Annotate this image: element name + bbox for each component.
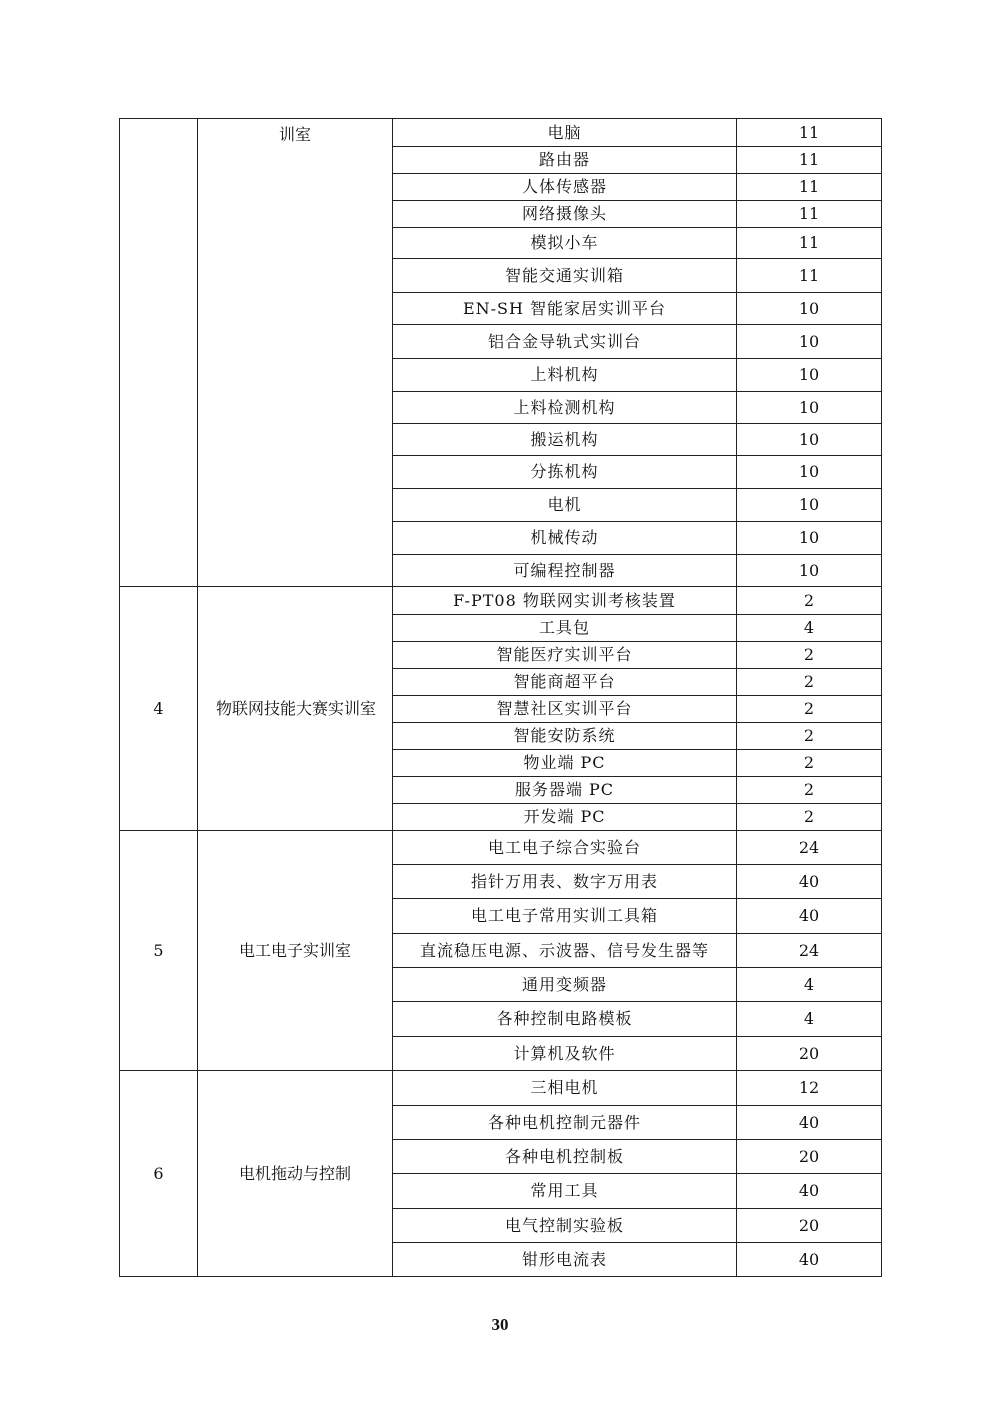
quantity-cell: 40 [737,1174,882,1209]
room-name-cell: 电机拖动与控制 [198,1071,393,1277]
equipment-name-cell: 电气控制实验板 [393,1209,737,1243]
quantity-cell: 10 [737,325,882,359]
equipment-name-cell: 电机 [393,489,737,522]
quantity-cell: 11 [737,201,882,228]
equipment-name-cell: 智能交通实训箱 [393,259,737,293]
equipment-name-cell: 各种控制电路模板 [393,1002,737,1037]
quantity-cell: 20 [737,1037,882,1071]
equipment-name-cell: 智能医疗实训平台 [393,642,737,669]
equipment-name-cell: 钳形电流表 [393,1243,737,1277]
equipment-name-cell: 人体传感器 [393,174,737,201]
table-row [120,587,882,615]
equipment-name-cell: 常用工具 [393,1174,737,1209]
equipment-name-cell: F-PT08 物联网实训考核装置 [393,587,737,615]
quantity-cell: 10 [737,424,882,456]
equipment-name-cell: 上料机构 [393,359,737,392]
equipment-name-cell: 智能安防系统 [393,723,737,750]
equipment-name-cell: 各种电机控制元器件 [393,1106,737,1140]
room-name-cell: 物联网技能大赛实训室 [198,587,393,831]
quantity-cell: 10 [737,359,882,392]
quantity-cell: 11 [737,119,882,147]
equipment-name-cell: 可编程控制器 [393,555,737,587]
table-row [120,831,882,865]
equipment-name-cell: 智慧社区实训平台 [393,696,737,723]
equipment-table-body [120,119,882,1277]
quantity-cell: 2 [737,804,882,831]
quantity-cell: 11 [737,228,882,259]
equipment-name-cell: 分拣机构 [393,456,737,489]
quantity-cell: 40 [737,899,882,934]
quantity-cell: 24 [737,934,882,968]
table-row [120,1071,882,1106]
quantity-cell: 4 [737,968,882,1002]
equipment-table [119,118,882,1277]
equipment-name-cell: 路由器 [393,147,737,174]
quantity-cell: 2 [737,642,882,669]
equipment-name-cell: 计算机及软件 [393,1037,737,1071]
table-row [120,119,882,147]
group-number-cell: 5 [120,831,198,1071]
equipment-name-cell: 电工电子综合实验台 [393,831,737,865]
quantity-cell: 2 [737,777,882,804]
quantity-cell: 11 [737,147,882,174]
quantity-cell: 10 [737,293,882,325]
equipment-name-cell: 铝合金导轨式实训台 [393,325,737,359]
quantity-cell: 40 [737,865,882,899]
equipment-name-cell: 电工电子常用实训工具箱 [393,899,737,934]
quantity-cell: 2 [737,669,882,696]
quantity-cell: 10 [737,489,882,522]
equipment-name-cell: 网络摄像头 [393,201,737,228]
equipment-name-cell: 开发端 PC [393,804,737,831]
quantity-cell: 11 [737,174,882,201]
equipment-name-cell: 通用变频器 [393,968,737,1002]
equipment-name-cell: EN-SH 智能家居实训平台 [393,293,737,325]
room-name-cell: 训室 [198,119,393,587]
quantity-cell: 4 [737,1002,882,1037]
quantity-cell: 4 [737,615,882,642]
equipment-name-cell: 服务器端 PC [393,777,737,804]
equipment-name-cell: 搬运机构 [393,424,737,456]
quantity-cell: 2 [737,696,882,723]
quantity-cell: 10 [737,456,882,489]
quantity-cell: 2 [737,587,882,615]
room-name-cell: 电工电子实训室 [198,831,393,1071]
equipment-name-cell: 物业端 PC [393,750,737,777]
quantity-cell: 10 [737,522,882,555]
quantity-cell: 40 [737,1106,882,1140]
equipment-name-cell: 指针万用表、数字万用表 [393,865,737,899]
quantity-cell: 10 [737,555,882,587]
equipment-name-cell: 直流稳压电源、示波器、信号发生器等 [393,934,737,968]
quantity-cell: 24 [737,831,882,865]
group-number-cell [120,119,198,587]
equipment-name-cell: 三相电机 [393,1071,737,1106]
equipment-name-cell: 工具包 [393,615,737,642]
page-number: 30 [491,1315,509,1334]
quantity-cell: 40 [737,1243,882,1277]
quantity-cell: 20 [737,1140,882,1174]
group-number-cell: 4 [120,587,198,831]
quantity-cell: 2 [737,750,882,777]
quantity-cell: 20 [737,1209,882,1243]
quantity-cell: 11 [737,259,882,293]
equipment-name-cell: 各种电机控制板 [393,1140,737,1174]
equipment-name-cell: 智能商超平台 [393,669,737,696]
quantity-cell: 10 [737,392,882,424]
quantity-cell: 2 [737,723,882,750]
equipment-name-cell: 模拟小车 [393,228,737,259]
quantity-cell: 12 [737,1071,882,1106]
equipment-name-cell: 电脑 [393,119,737,147]
equipment-name-cell: 上料检测机构 [393,392,737,424]
group-number-cell: 6 [120,1071,198,1277]
equipment-name-cell: 机械传动 [393,522,737,555]
